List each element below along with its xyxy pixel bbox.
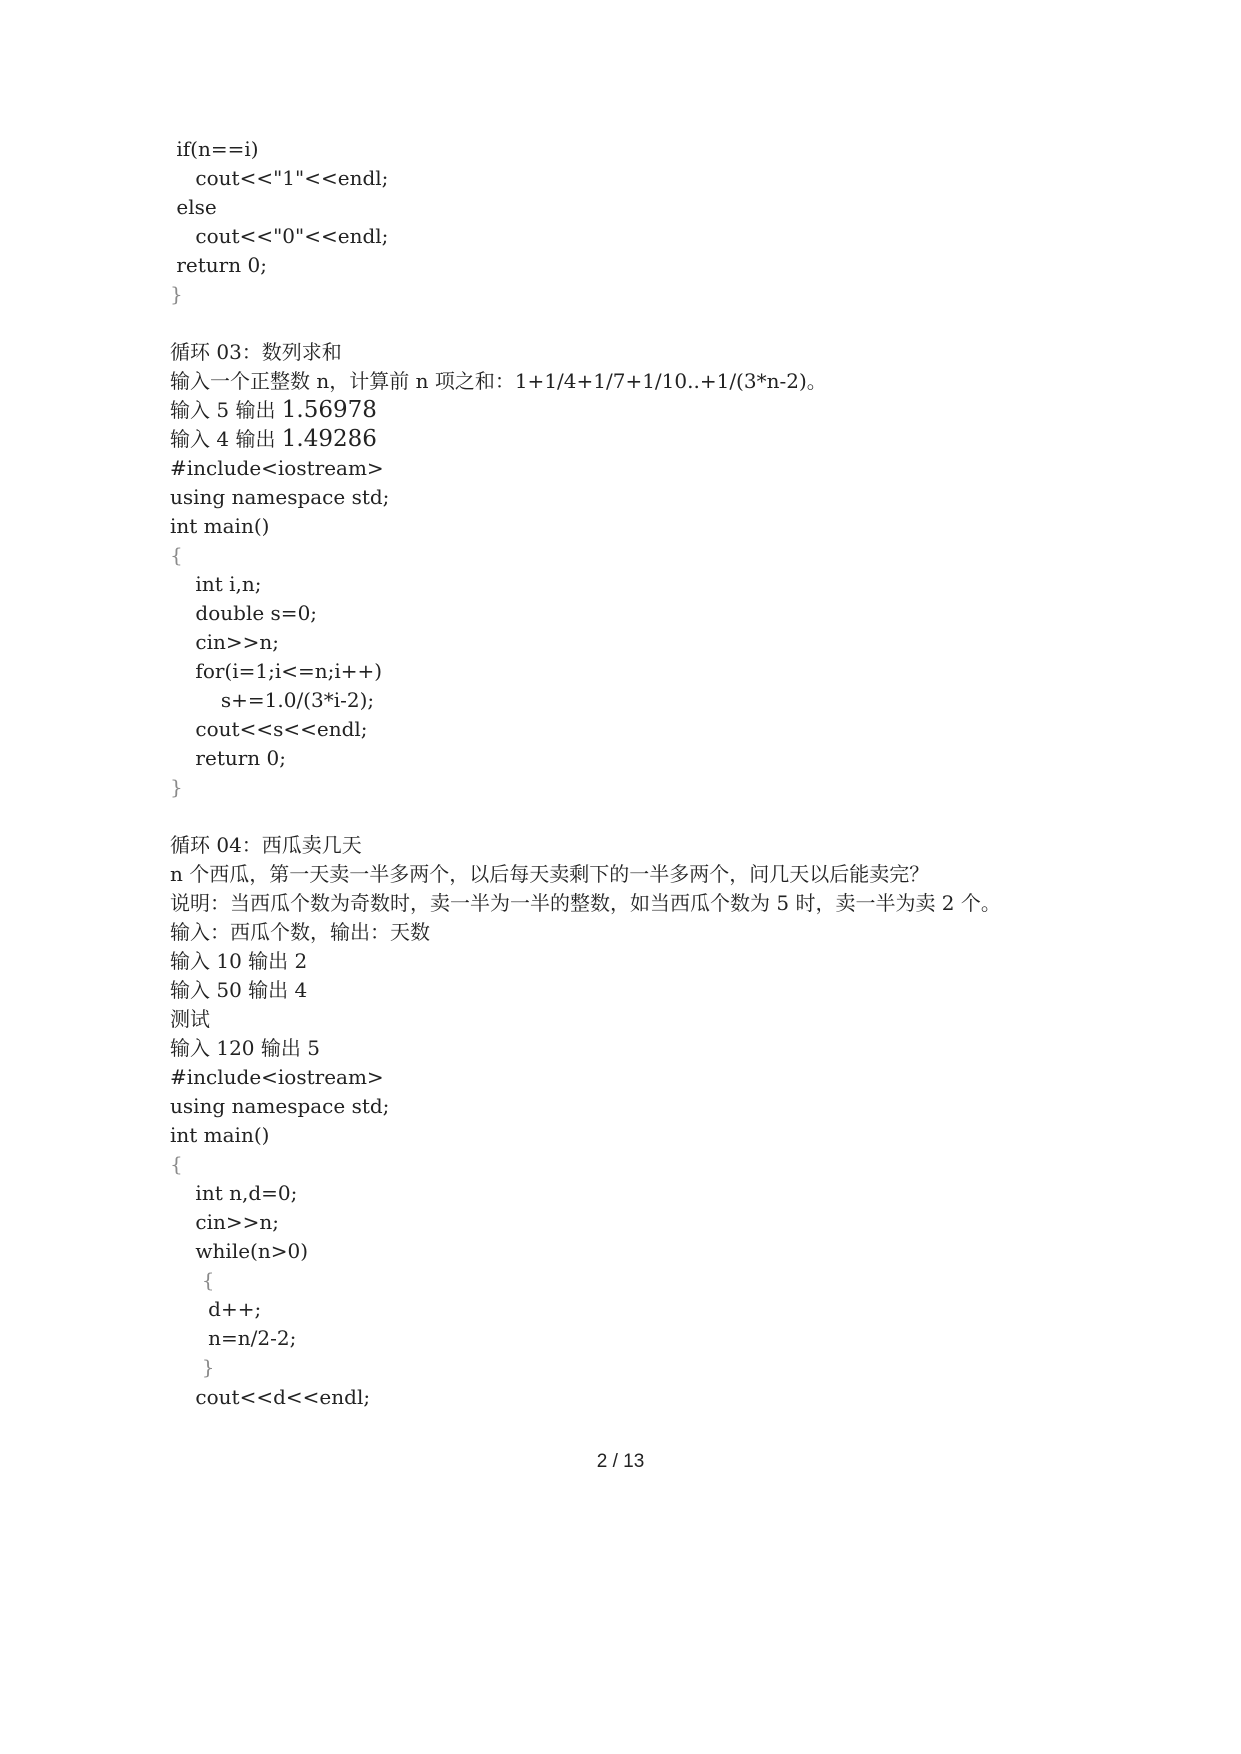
code-line: n=n/2-2; <box>170 1326 297 1350</box>
example-prefix: 输入 4 输出 <box>170 427 282 451</box>
section-title: 循环 04：西瓜卖几天 <box>170 833 362 857</box>
problem-line: 测试 <box>170 1007 210 1031</box>
code-line: int i,n; <box>170 572 262 596</box>
code-line: #include<iostream> <box>170 1065 384 1089</box>
problem-line: n 个西瓜，第一天卖一半多两个，以后每天卖剩下的一半多两个，问几天以后能卖完？ <box>170 862 930 886</box>
code-line: cout<<"1"<<endl; <box>170 166 389 190</box>
section-title: 循环 03：数列求和 <box>170 340 342 364</box>
code-line: for(i=1;i<=n;i++) <box>170 659 383 683</box>
example-line: 输入 120 输出 5 <box>170 1036 320 1060</box>
code-line: } <box>170 775 183 799</box>
example-prefix: 输入 5 输出 <box>170 398 282 422</box>
code-line: } <box>170 282 183 306</box>
example-line <box>170 398 377 422</box>
example-line: 输入 50 输出 4 <box>170 978 308 1002</box>
code-line: s+=1.0/(3*i-2); <box>170 688 375 712</box>
code-line: cin>>n; <box>170 1210 280 1234</box>
code-line: d++; <box>170 1297 262 1321</box>
page-number: 2 / 13 <box>596 1451 645 1472</box>
example-line: 输入 10 输出 2 <box>170 949 308 973</box>
example-line <box>170 427 377 451</box>
code-line: else <box>170 195 217 219</box>
code-line: return 0; <box>170 253 267 277</box>
code-line: { <box>170 543 183 567</box>
problem-line: 说明：当西瓜个数为奇数时，卖一半为一半的整数，如当西瓜个数为 5 时，卖一半为卖 2 个。 <box>170 891 1001 915</box>
code-line: cin>>n; <box>170 630 280 654</box>
code-line: int main() <box>170 1123 270 1147</box>
code-line: { <box>170 1268 215 1292</box>
code-line: #include<iostream> <box>170 456 384 480</box>
code-line: using namespace std; <box>170 1094 390 1118</box>
code-line: cout<<s<<endl; <box>170 717 368 741</box>
problem-description: 输入一个正整数 n，计算前 n 项之和：1+1/4+1/7+1/10..+1/(3*n-2)。 <box>170 369 827 393</box>
code-line: int n,d=0; <box>170 1181 298 1205</box>
code-line: { <box>170 1152 183 1176</box>
code-line: double s=0; <box>170 601 318 625</box>
code-line: return 0; <box>170 746 287 770</box>
code-line: cout<<"0"<<endl; <box>170 224 389 248</box>
example-value: 1.56978 <box>281 397 377 423</box>
code-line: } <box>170 1355 215 1379</box>
example-value: 1.49286 <box>281 426 377 452</box>
code-line: int main() <box>170 514 270 538</box>
problem-line: 输入：西瓜个数，输出：天数 <box>170 920 430 944</box>
code-line: while(n>0) <box>170 1239 309 1263</box>
code-line: cout<<d<<endl; <box>170 1385 371 1409</box>
code-line: using namespace std; <box>170 485 390 509</box>
code-line: if(n==i) <box>170 137 259 161</box>
